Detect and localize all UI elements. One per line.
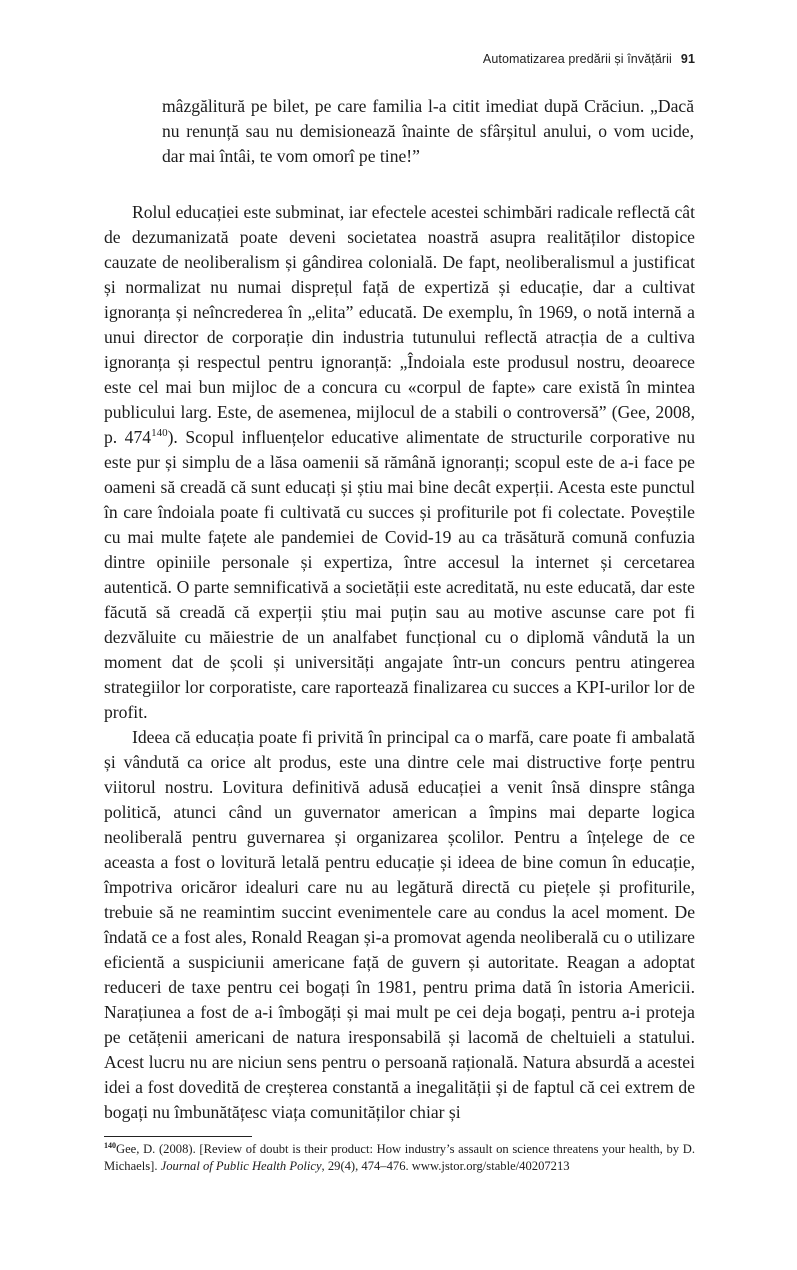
quote-text: mâzgălitură pe bilet, pe care familia l-a citit imediat după Crăciun. „Dacă nu renunță sau nu demisionează înainte de sfârșitul anului, o vom ucide, dar mai întâi, te vom omorî pe tine!” [162,96,694,166]
footnote-reference[interactable]: 140 [151,427,168,440]
footnote-text-a: Gee, D. (2008). [Review of doubt is their product: How industry’s assault on science threatens your health, by D. Michaels]. [104,1142,695,1173]
block-quote [162,94,694,169]
footnote-number: 140 [104,1140,116,1150]
running-header [104,52,695,66]
page-number: 91 [680,52,695,66]
paragraph-1 [104,200,695,725]
footnote-text-b: , 29(4), 474–476. www.jstor.org/stable/40207213 [321,1159,570,1173]
footnote-divider [104,1136,252,1137]
footnote [104,1141,695,1175]
running-title: Automatizarea predării și învățării [482,52,672,66]
paragraph-1-part-a: Rolul educației este subminat, iar efectele acestei schimbări radicale reflectă cât de dezumanizată poate deveni societatea noastră asupra realităților distopice cauzate de neoliberalism și gândirea colonială. De fapt, neoliberalismul a justificat și normalizat nu numai disprețul față de expertiză și educație, dar a cultivat ignoranța și neîncrederea în „elita” educată. De exemplu, în 1969, o notă internă a unui director de corporație din industria tutunului reflectă atracția de a cultiva ignoranța și respectul pentru ignoranță: „Îndoiala este produsul nostru, deoarece este cel mai bun mijloc de a concura cu «corpul de fapte» care există în mintea publicului larg. Este, de asemenea, mijlocul de a stabili o controversă” (Gee, 2008, p. 474 [104,202,695,447]
paragraph-1-part-b: ). Scopul influențelor educative alimentate de structurile corporative nu este pur și simplu de a lăsa oamenii să rămână ignoranți; scopul este de a-i face pe oameni să creadă că sunt educați și știu mai bine decât experții. Acesta este punctul în care îndoiala poate fi cultivată cu succes și profiturile pot fi colectate. Poveștile cu mai multe fațete ale pandemiei de Covid-19 au ca trăsătură comună confuzia dintre opiniile personale și expertiza, între accesul la internet și cercetarea autentică. O parte semnificativă a societății este acreditată, nu este educată, dar este făcută să creadă că experții știu mai puțin sau au motive ascunse care pot fi dezvăluite cu măiestrie de un analfabet funcțional cu o diplomă vândută la un moment dat de școli și universități angajate într-un concurs pentru atingerea strategiilor lor corporatiste, care raportează finalizarea cu succes a KPI-urilor lor de profit. [104,427,696,722]
body-text [104,200,695,1125]
footnote-journal: Journal of Public Health Policy [160,1159,322,1173]
paragraph-2: Ideea că educația poate fi privită în principal ca o marfă, care poate fi ambalată și vândută ca orice alt produs, este una dintre cele mai distructive forțe pentru viitorul nostru. Lovitura definitivă adusă educației a venit însă dinspre stânga politică, atunci când un guvernator american a împins mai departe logica neoliberală pentru guvernarea și organizarea școlilor. Pentru a înțelege de ce aceasta a fost o lovitură letală pentru educație și ideea de bine comun în educație, împotriva oricăror idealuri care nu au legătură directă cu piețele și profiturile, trebuie să ne reamintim succint evenimentele care au condus la acel moment. De îndată ce a fost ales, Ronald Reagan și-a promovat agenda neoliberală cu o utilizare eficientă a suspiciunii americane față de guvern și autoritate. Reagan a adoptat reduceri de taxe pentru cei bogați în 1981, pentru prima dată în istoria Americii. Narațiunea a fost de a-i îmbogăți și mai mult pe cei deja bogați, pentru a-i proteja pe cetățenii americani de natura iresponsabilă și lacomă de cheltuieli a statului. Acest lucru nu are niciun sens pentru o persoană rațională. Natura absurdă a acestei idei a fost dovedită de creșterea constantă a inegalității și de faptul că cei extrem de bogați nu îmbunătățesc viața comunităților chiar și [104,727,695,1122]
